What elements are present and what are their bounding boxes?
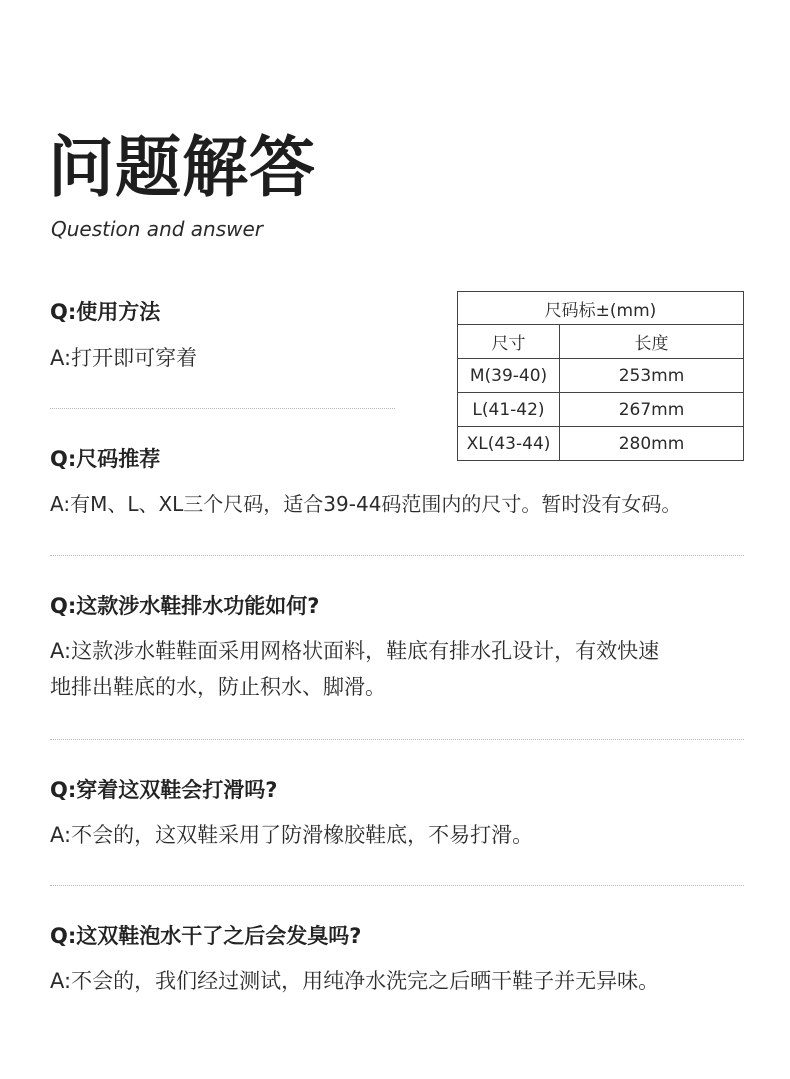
size-cell: XL(43-44) bbox=[458, 427, 560, 461]
divider bbox=[50, 408, 395, 409]
faq-question-slip: Q:穿着这双鞋会打滑吗? bbox=[50, 778, 278, 802]
faq-answer-drainage-line2: 地排出鞋底的水，防止积水、脚滑。 bbox=[50, 675, 386, 699]
length-cell: 267mm bbox=[560, 393, 744, 427]
size-chart-table bbox=[457, 291, 744, 461]
faq-question-size: Q:尺码推荐 bbox=[50, 447, 161, 471]
faq-answer-drainage-line1: A:这款涉水鞋鞋面采用网格状面料，鞋底有排水孔设计，有效快速 bbox=[50, 639, 660, 663]
size-cell: M(39-40) bbox=[458, 359, 560, 393]
table-row bbox=[458, 427, 744, 461]
size-chart-header-length: 长度 bbox=[560, 325, 744, 359]
length-cell: 280mm bbox=[560, 427, 744, 461]
page-subtitle: Question and answer bbox=[51, 217, 264, 241]
faq-answer-usage: A:打开即可穿着 bbox=[50, 346, 198, 370]
divider bbox=[50, 555, 744, 556]
faq-answer-size: A:有M、L、XL三个尺码，适合39-44码范围内的尺寸。暂时没有女码。 bbox=[50, 492, 682, 516]
divider bbox=[50, 885, 744, 886]
size-chart-caption: 尺码标±(mm) bbox=[458, 292, 744, 325]
faq-question-odor: Q:这双鞋泡水干了之后会发臭吗? bbox=[50, 924, 362, 948]
page-title: 问题解答 bbox=[48, 129, 316, 206]
faq-question-usage: Q:使用方法 bbox=[50, 300, 161, 324]
size-chart-header-size: 尺寸 bbox=[458, 325, 560, 359]
faq-question-drainage: Q:这款涉水鞋排水功能如何? bbox=[50, 594, 320, 618]
table-row bbox=[458, 393, 744, 427]
divider bbox=[50, 739, 744, 740]
faq-answer-slip: A:不会的，这双鞋采用了防滑橡胶鞋底，不易打滑。 bbox=[50, 823, 534, 847]
size-cell: L(41-42) bbox=[458, 393, 560, 427]
length-cell: 253mm bbox=[560, 359, 744, 393]
faq-answer-odor: A:不会的，我们经过测试，用纯净水洗完之后晒干鞋子并无异味。 bbox=[50, 969, 660, 993]
table-row bbox=[458, 359, 744, 393]
